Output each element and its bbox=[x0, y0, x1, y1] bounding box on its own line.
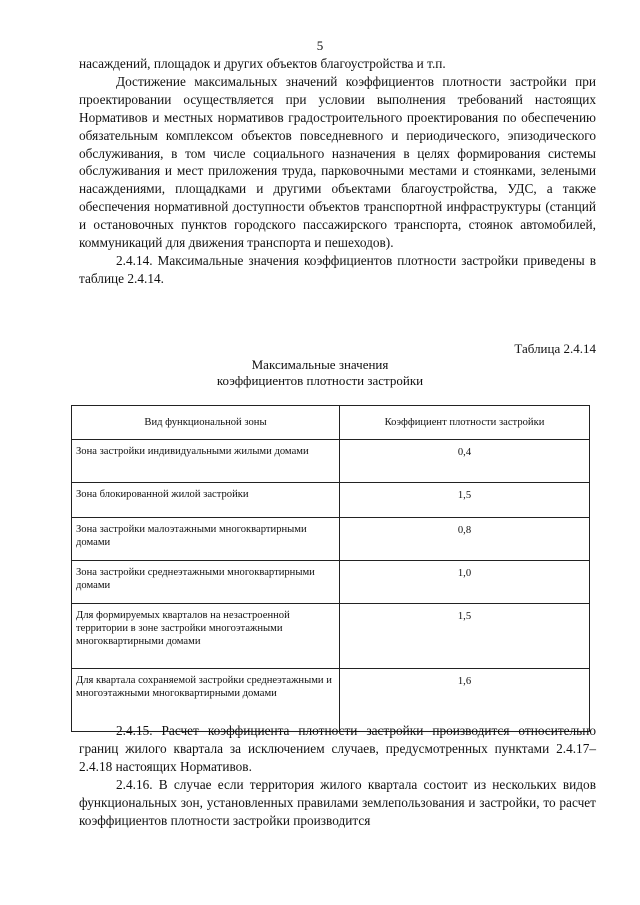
table-row bbox=[72, 604, 590, 669]
paragraph-2-4-15: 2.4.15. Расчет коэффициента плотности застройки производится относительно границ жилого квартала за исключением случаев, предусмотренных пунктами 2.4.17–2.4.18 настоящих Нормативов. bbox=[79, 723, 596, 774]
table-row bbox=[72, 483, 590, 518]
table-row bbox=[72, 440, 590, 483]
coefficient-cell: 1,5 bbox=[340, 483, 590, 518]
zone-cell: Зона застройки среднеэтажными многоквартирными домами bbox=[72, 561, 340, 604]
zone-cell: Для формируемых кварталов на незастроенной территории в зоне застройки многоэтажными многоквартирными домами bbox=[72, 604, 340, 669]
body-text-top bbox=[79, 55, 596, 288]
coefficient-cell: 1,5 bbox=[340, 604, 590, 669]
table-title-line-1: Максимальные значения bbox=[251, 357, 389, 372]
density-table-wrapper bbox=[71, 405, 590, 732]
coefficient-cell: 1,0 bbox=[340, 561, 590, 604]
coefficient-cell: 0,4 bbox=[340, 440, 590, 483]
zone-cell: Зона блокированной жилой застройки bbox=[72, 483, 340, 518]
coefficient-cell: 0,8 bbox=[340, 518, 590, 561]
header-density-coefficient: Коэффициент плотности застройки bbox=[340, 406, 590, 440]
page-number: 5 bbox=[316, 38, 324, 53]
paragraph-2-4-14: 2.4.14. Максимальные значения коэффициентов плотности застройки приведены в таблице 2.4.14. bbox=[79, 252, 596, 286]
table-row bbox=[72, 518, 590, 561]
density-table bbox=[71, 405, 590, 732]
paragraph-2-4-16: 2.4.16. В случае если территория жилого квартала состоит из нескольких видов функциональных зон, установленных правилами землепользования и застройки, то расчет коэффициентов плотности застройки производится bbox=[79, 776, 596, 828]
zone-cell: Для квартала сохраняемой застройки среднеэтажными и многоэтажными многоквартирными домами bbox=[72, 669, 340, 732]
zone-cell: Зона застройки малоэтажными многоквартирными домами bbox=[72, 518, 340, 561]
paragraph-density-requirements: Достижение максимальных значений коэффициентов плотности застройки при проектировании осуществляется при условии выполнения требований настоящих Нормативов и местных нормативов градостроительного проектирования по обеспечению обязательным комплексом объектов повседневного и периодического, эпизодического обслуживания, в том числе социального назначения в целях формирования системы обслуживания и мест приложения труда, парковочными местами и стоянками, зелеными насаждениями, площадками и другими объектами благоустройства, УДС, а также обеспечения нормативной доступности объектов транспортной инфраструктуры (станций и остановочных пунктов городского пассажирского транспорта, стоянок автомобилей, коммуникаций для движения транспорта и пешеходов). bbox=[79, 73, 596, 251]
table-title bbox=[0, 357, 640, 389]
table-label: Таблица 2.4.14 bbox=[514, 341, 596, 356]
table-row bbox=[72, 561, 590, 604]
header-zone-type: Вид функциональной зоны bbox=[72, 406, 340, 440]
coefficient-cell: 1,6 bbox=[340, 669, 590, 732]
zone-cell: Зона застройки индивидуальными жилыми домами bbox=[72, 440, 340, 483]
table-header-row bbox=[72, 406, 590, 440]
paragraph-continuation: насаждений, площадок и других объектов благоустройства и т.п. bbox=[79, 56, 446, 71]
body-text-bottom bbox=[79, 722, 596, 829]
table-title-line-2: коэффициентов плотности застройки bbox=[216, 373, 424, 388]
